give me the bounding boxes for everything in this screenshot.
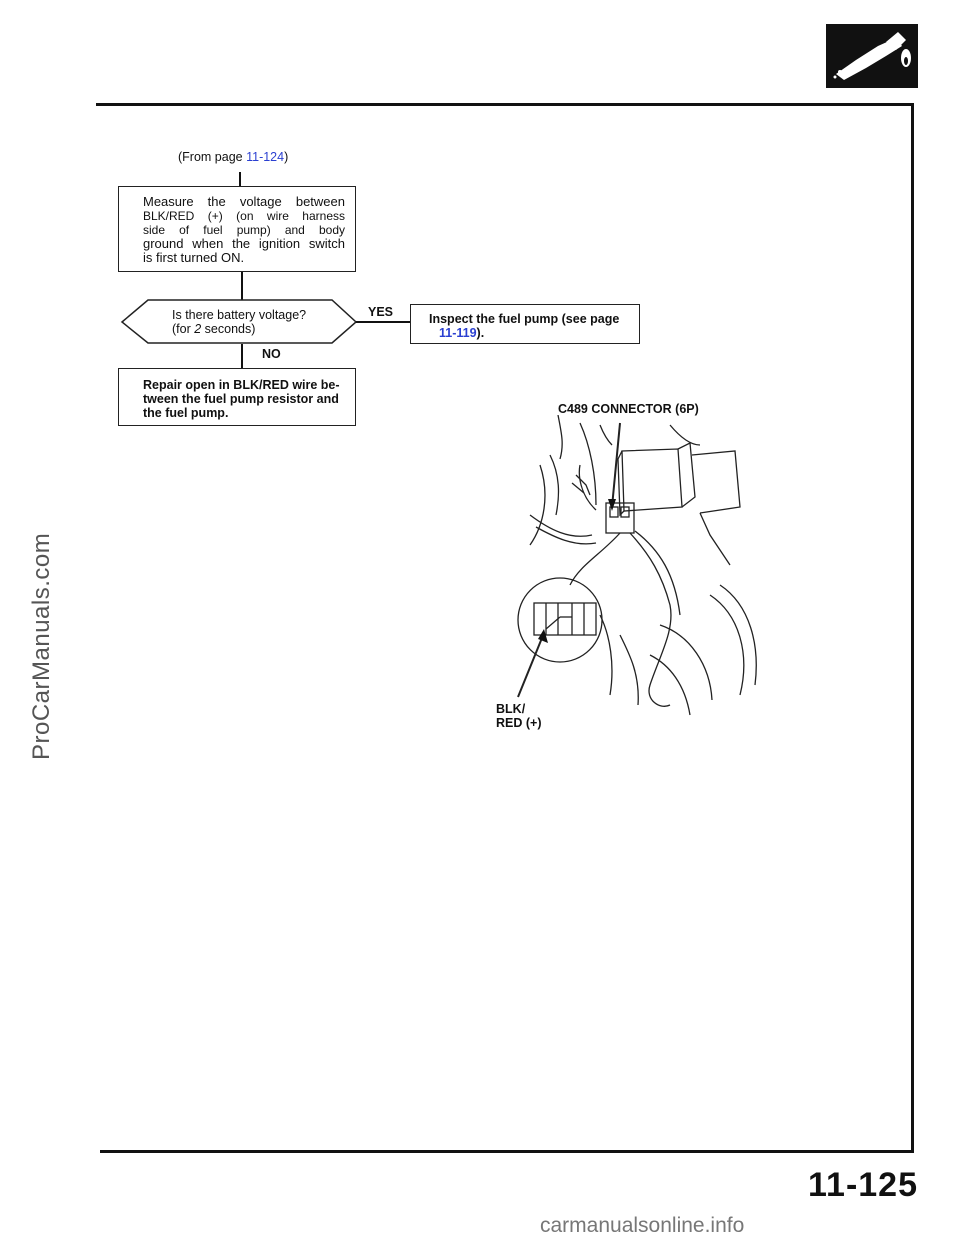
step1-line4: ground when the ignition switch [143,236,345,251]
yes-box-line1: Inspect the fuel pump (see page [429,312,620,326]
connector-illustration [500,415,760,735]
step1-line2: BLK/RED (+) (on wire harness [143,209,345,223]
step1-line1: Measure the voltage between [143,194,345,209]
inspect-pump-box [410,304,640,344]
from-page-link[interactable]: 11-124 [246,150,285,164]
flow-line-2 [241,272,243,300]
no-box-line3: the fuel pump. [143,406,229,420]
no-line [241,344,243,370]
page-number: 11-125 [808,1166,918,1204]
decision-text [172,308,306,336]
measure-voltage-box [118,186,356,272]
flow-line-1 [239,172,241,186]
step1-line3: side of fuel pump) and body [143,223,345,237]
no-label: NO [262,347,281,361]
yes-line [356,321,410,323]
no-box-line1: Repair open in BLK/RED wire be- [143,378,340,392]
from-page-prefix: (From page [178,150,247,164]
yes-box-link[interactable]: 11-119 [439,326,477,340]
section-icon-badge [826,24,918,88]
no-box-line2: tween the fuel pump resistor and [143,392,339,406]
decision-seconds: 2 [194,322,202,336]
repair-open-box [118,368,356,426]
top-rule [96,103,914,106]
decision-line2: (for 2 seconds) [172,322,256,336]
from-page-suffix: ) [284,150,289,164]
side-watermark: ProCarManuals.com [28,532,55,760]
wire-label: BLK/ RED (+) [496,702,542,730]
yes-box-line2: 11-119). [439,326,485,340]
bottom-watermark: carmanualsonline.info [540,1214,745,1237]
decision-line1: Is there battery voltage? [172,308,307,322]
from-page-ref [178,150,288,164]
bottom-rule [100,1150,914,1153]
fuel-nozzle-icon [826,24,918,88]
yes-label: YES [368,305,394,319]
connector-label: C489 CONNECTOR (6P) [558,402,699,416]
right-rule [911,103,914,1153]
step1-line5: is first turned ON. [143,250,245,265]
